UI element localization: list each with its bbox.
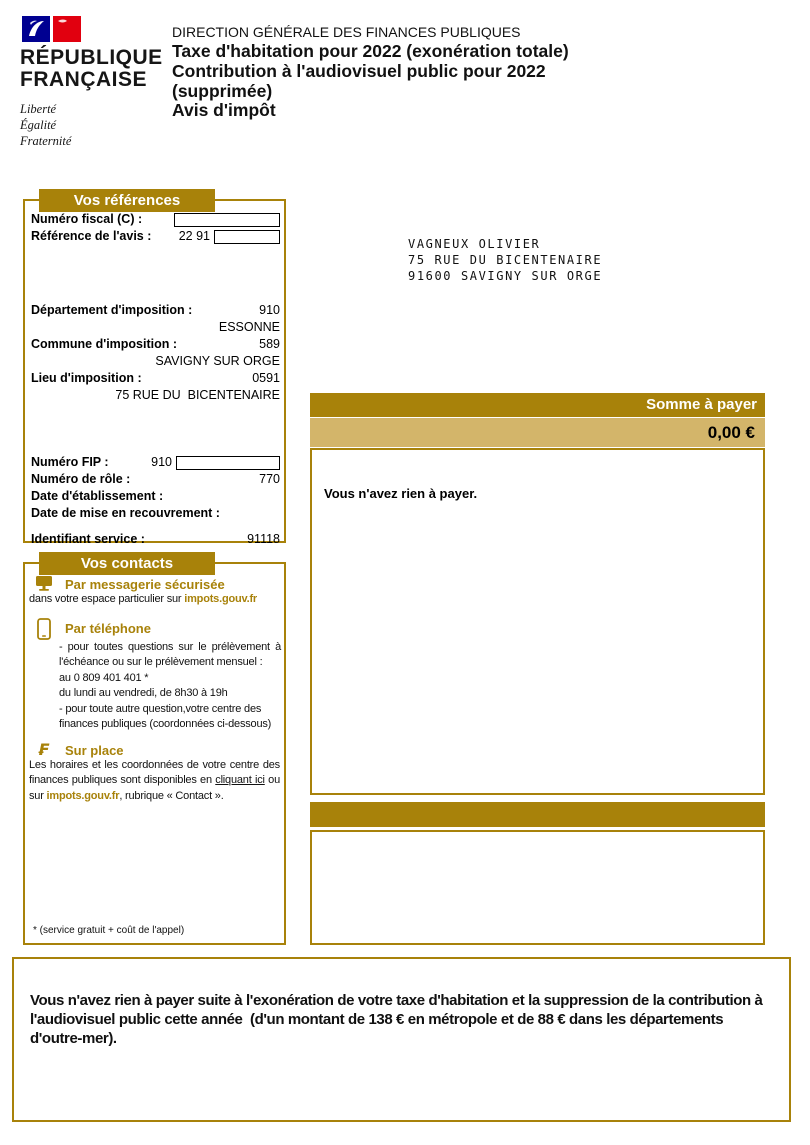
gold-divider-band [310,802,765,827]
cliquant-ici-link[interactable]: cliquant ici [215,774,265,786]
departement-name: ESSONNE [218,320,280,334]
monitor-icon [33,576,55,592]
commune-name: SAVIGNY SUR ORGE [155,354,280,368]
surplace-section-header [33,740,280,759]
recipient-address [408,236,602,284]
telephone-par4: - pour toute autre question,votre centre des finances publiques (coordonnées ci-dessous) [59,702,272,730]
contacts-box [23,555,286,945]
messagerie-text [29,592,280,608]
identifiant-service-row [31,531,280,548]
empty-detail-box [310,830,765,945]
departement-label: Département d'imposition : [31,303,193,317]
payment-message: Vous n'avez rien à payer. [324,486,478,501]
french-flag-marianne-icon [22,16,165,43]
lieu-name-row [31,387,280,404]
agency-name: DIRECTION GÉNÉRALE DES FINANCES PUBLIQUES [172,24,521,40]
lieu-label: Lieu d'imposition : [31,371,142,385]
recipient-city: 91600 SAVIGNY SUR ORGE [408,269,603,283]
telephone-section-header [33,618,280,640]
departement-row [31,302,280,319]
reference-avis-row [31,228,280,245]
spacer [31,245,280,302]
identifiant-service-label: Identifiant service : [31,532,145,546]
commune-row [31,336,280,353]
commune-code: 589 [259,337,280,351]
fip-row [31,454,280,471]
surplace-text-part1: Les horaires et les coordonnées de votre centre des finances publiques sont disponibles en [29,758,280,786]
motto-egalite: Égalité [20,118,57,133]
numero-fiscal-label: Numéro fiscal (C) : [31,212,143,226]
recouvrement-row [31,505,280,522]
fip-redacted-field [176,456,280,470]
lieu-code: 0591 [252,371,280,385]
service-cost-footnote: * (service gratuit + coût de l'appel) [33,925,185,936]
surplace-title: Sur place [65,742,124,758]
impots-gouv-fr-link[interactable]: impots.gouv.fr [184,593,258,605]
telephone-title: Par téléphone [65,621,151,636]
marianne-flag-icon [22,16,81,43]
departement-code: 910 [259,303,280,317]
commune-label: Commune d'imposition : [31,337,178,351]
fip-label: Numéro FIP : [31,455,109,469]
amount-due-value: 0,00 € [310,417,765,447]
telephone-par2: au 0 809 401 401 * [59,671,149,684]
lieu-row [31,370,280,387]
spacer [31,522,280,531]
spacer [29,608,280,618]
republique-francaise-logo [20,16,165,150]
logo-republique-text: RÉPUBLIQUE [20,46,163,69]
recouvrement-label: Date de mise en recouvrement : [31,506,220,520]
etablissement-label: Date d'établissement : [31,489,164,503]
document-header [172,24,662,121]
surplace-text-part3: , rubrique « Contact ». [119,789,224,802]
commune-name-row [31,353,280,370]
fip-value: 910 [151,455,172,469]
telephone-par1: - pour toutes questions sur le prélèvement à l'échéance ou sur le prélèvement mensuel : [59,640,281,668]
numero-fiscal-redacted-field [174,213,280,227]
reference-avis-value: 22 91 [178,229,210,243]
role-value: 770 [259,472,280,486]
exoneration-notice-text: Vous n'avez rien à payer suite à l'exonération de votre taxe d'habitation et la suppression de la contribution à l'audiovisuel public cette année (d'un montant de 138 € en métropole et de 88 € dans les départements d'outre-mer). [30,992,767,1048]
doc-title-line4: Avis d'impôt [172,100,276,121]
spacer [31,404,280,454]
doc-title-line2: Contribution à l'audiovisuel public pour 2022 [172,60,546,81]
reference-avis-redacted-field [214,230,280,244]
surplace-text-part2: ou sur [29,774,280,802]
recipient-name: VAGNEUX OLIVIER [408,237,541,251]
messagerie-text-prefix: dans votre espace particulier sur [29,593,182,605]
departement-name-row [31,319,280,336]
somme-a-payer-header: Somme à payer [310,393,765,417]
recipient-street: 75 RUE DU BICENTENAIRE [408,253,603,267]
messagerie-section-header [33,576,280,592]
spacer [29,733,280,743]
doc-title-line3: (supprimée) [172,80,273,101]
identifiant-service-value: 91118 [247,532,280,546]
impots-gouv-fr-link-2[interactable]: impots.gouv.fr [46,789,120,802]
role-row [31,471,280,488]
payment-message-box [310,448,765,795]
logo-francaise-text: FRANÇAISE [20,68,148,92]
franc-symbol-icon: ₣ [38,740,50,759]
role-label: Numéro de rôle : [31,472,131,486]
motto-liberte: Liberté [20,101,57,116]
etablissement-row [31,488,280,505]
numero-fiscal-row [31,211,280,228]
references-box [23,192,286,546]
contacts-tab: Vos contacts [39,552,215,575]
motto-fraternite: Fraternité [20,134,72,149]
references-tab: Vos références [39,189,215,212]
doc-title-line1: Taxe d'habitation pour 2022 (exonération totale) [172,41,569,61]
telephone-par3: du lundi au vendredi, de 8h30 à 19h [59,687,228,699]
lieu-name: 75 RUE DU BICENTENAIRE [115,388,280,402]
surplace-text [29,758,280,805]
messagerie-title: Par messagerie sécurisée [65,576,225,592]
exoneration-notice-box [12,957,791,1122]
phone-icon [33,618,55,640]
reference-avis-label: Référence de l'avis : [31,229,152,243]
